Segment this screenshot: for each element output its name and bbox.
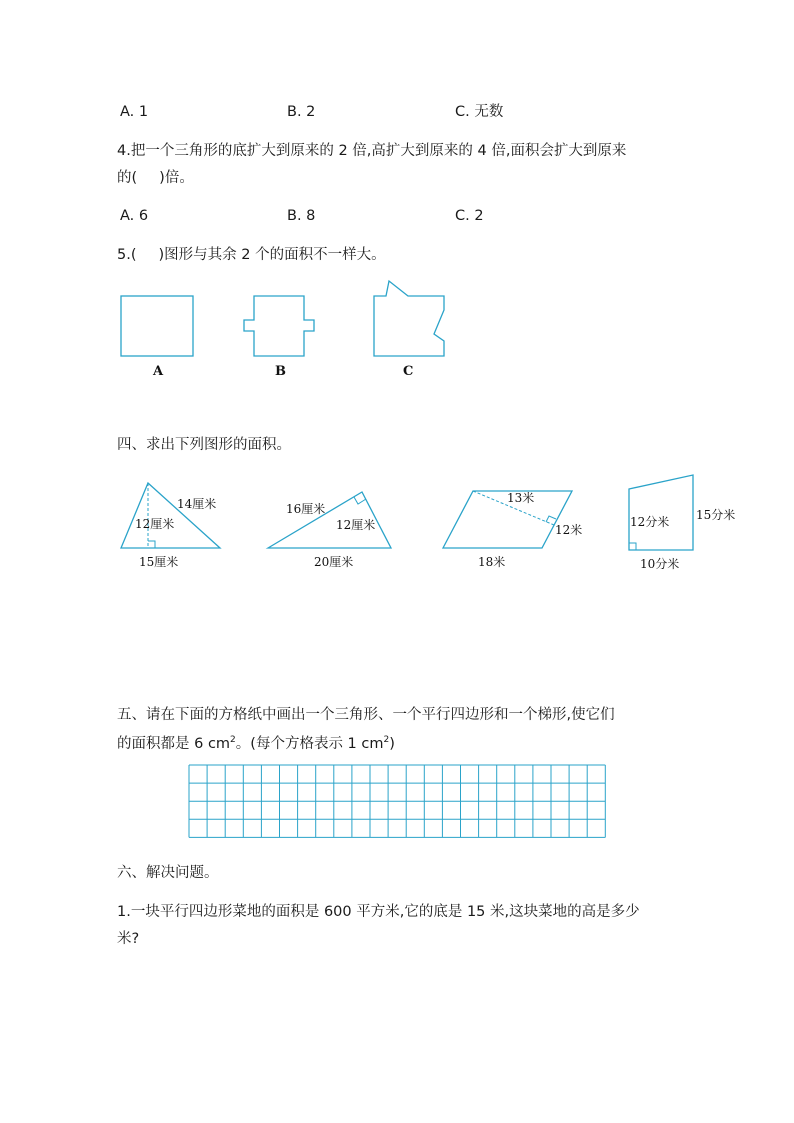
superscript: 2 (383, 735, 390, 745)
right-angle-mark (546, 516, 556, 522)
triangle-1-side-label: 14厘米 (177, 497, 217, 511)
q5-label-b: B (275, 364, 286, 379)
q4-option-c: C. 2 (455, 208, 484, 224)
trapezoid-left-label: 12分米 (630, 515, 670, 529)
triangle-2-height-label: 12厘米 (336, 518, 376, 532)
section-5-line1: 五、请在下面的方格纸中画出一个三角形、一个平行四边形和一个梯形,使它们 (117, 707, 615, 723)
right-angle-mark (629, 543, 636, 550)
section-5-text-c: ) (389, 735, 395, 752)
q3-option-b: B. 2 (287, 104, 316, 120)
section-6-q1-line2: 米? (117, 931, 140, 947)
parallelogram-top-label: 13米 (507, 491, 535, 505)
section-6-title: 六、解决问题。 (117, 865, 219, 881)
triangle-1-base-label: 15厘米 (139, 555, 179, 569)
section-5-line2 (117, 730, 395, 754)
superscript: 2 (230, 735, 236, 745)
section-5-text-a: 的面积都是 6 cm (117, 735, 231, 752)
q5-label-c: C (403, 364, 414, 379)
q5-label-a: A (153, 364, 164, 379)
q4-option-a: A. 6 (120, 208, 149, 224)
trapezoid-right-label: 15分米 (696, 508, 736, 522)
section-6-q1-line1: 1.一块平行四边形菜地的面积是 600 平方米,它的底是 15 米,这块菜地的高是多少 (117, 904, 640, 920)
q3-option-a: A. 1 (120, 104, 149, 120)
q4-prefix: 的( (117, 170, 138, 186)
section-4-title: 四、求出下列图形的面积。 (117, 437, 291, 453)
q4-option-b: B. 8 (287, 208, 316, 224)
q5-prefix: 5.( (117, 247, 137, 263)
parallelogram-height-label: 12米 (555, 523, 583, 537)
trapezoid-base-label: 10分米 (640, 557, 680, 571)
right-angle-mark (148, 541, 155, 548)
q5-shape-c (374, 281, 444, 356)
q5-suffix: )图形与其余 2 个的面积不一样大。 (158, 247, 386, 263)
triangle-1-height-label: 12厘米 (135, 517, 175, 531)
q4-suffix: )倍。 (159, 170, 194, 186)
triangle-1 (121, 483, 220, 548)
trapezoid (629, 475, 693, 550)
right-angle-mark (354, 497, 366, 504)
parallelogram-base-label: 18米 (478, 555, 506, 569)
q4-question-line1: 4.把一个三角形的底扩大到原来的 2 倍,高扩大到原来的 4 倍,面积会扩大到原来 (117, 143, 627, 159)
square-grid-paper[interactable] (189, 765, 605, 837)
triangle-2-leg-label: 16厘米 (286, 502, 326, 516)
q3-option-c: C. 无数 (455, 104, 504, 120)
q5-shape-b (244, 296, 314, 356)
section-5-text-b: 。(每个方格表示 1 cm (235, 735, 384, 752)
triangle-2-base-label: 20厘米 (314, 555, 354, 569)
q5-shape-a (121, 296, 193, 356)
